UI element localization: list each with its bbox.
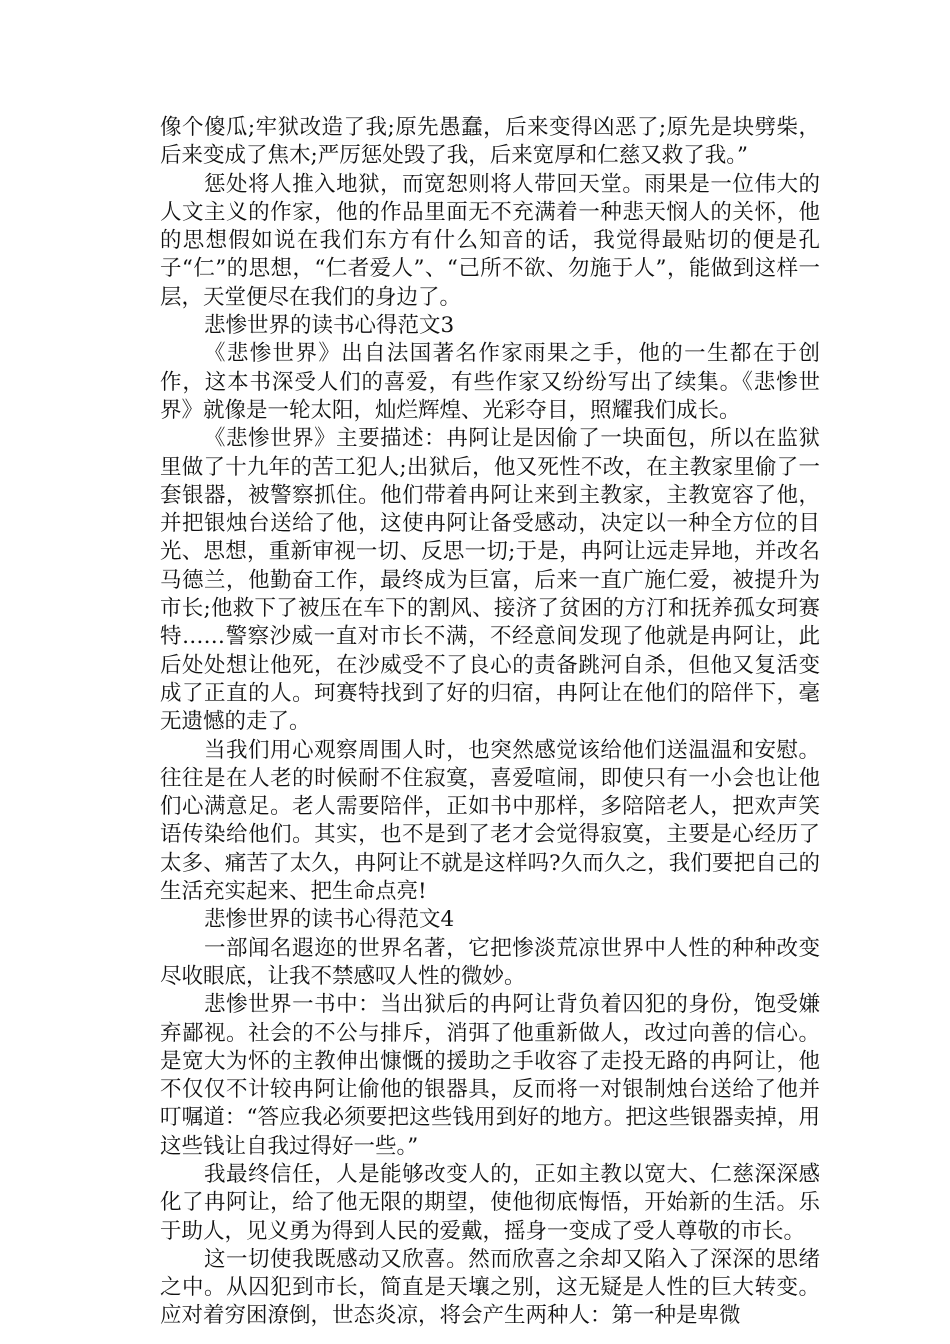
paragraph: 当我们用心观察周围人时，也突然感觉该给他们送温温和安慰。往往是在人老的时候耐不住寂寞，喜爱喧闹，即使只有一小会也让他们心满意足。老人需要陪伴，正如书中那样，多陪陪老人，把欢声笑语传染给他们。其实，也不是到了老才会觉得寂寞，主要是心经历了太多、痛苦了太久，冉阿让不就是这样吗?久而久之，我们要把自己的生活充实起来、把生命点亮! (160, 737, 820, 905)
paragraph: 这一切使我既感动又欣喜。然而欣喜之余却又陷入了深深的思绪之中。从囚犯到市长，简直是天壤之别，这无疑是人性的巨大转变。应对着穷困潦倒，世态炎凉，将会产生两种人：第一种是卑微 (160, 1246, 820, 1329)
paragraph: 惩处将人推入地狱，而宽恕则将人带回天堂。雨果是一位伟大的人文主义的作家，他的作品里面无不充满着一种悲天悯人的关怀，他的思想假如说在我们东方有什么知音的话，我觉得最贴切的便是孔子“仁”的思想，“仁者爱人”、“己所不欲、勿施于人”，能做到这样一层，天堂便尽在我们的身边了。 (160, 171, 820, 310)
paragraph: 像个傻瓜;牢狱改造了我;原先愚蠢，后来变得凶恶了;原先是块劈柴，后来变成了焦木;严厉惩处毁了我，后来宽厚和仁慈又救了我。” (160, 115, 820, 169)
section-heading: 悲惨世界的读书心得范文4 (204, 907, 455, 933)
paragraph: 《悲惨世界》主要描述：冉阿让是因偷了一块面包，所以在监狱里做了十九年的苦工犯人;出狱后，他又死性不改，在主教家里偷了一套银器，被警察抓住。他们带着冉阿让来到主教家，主教宽容了他，并把银烛台送给了他，这使冉阿让备受感动，决定以一种全方位的目光、思想，重新审视一切、反思一切;于是，冉阿让远走异地，并改名马德兰，他勤奋工作，最终成为巨富，后来一直广施仁爱，被提升为市长;他救下了被压在车下的割风、接济了贫困的方汀和抚养孤女珂赛特……警察沙威一直对市长不满，不经意间发现了他就是冉阿让，此后处处想让他死，在沙威受不了良心的责备跳河自杀，但他又复活变成了正直的人。珂赛特找到了好的归宿，冉阿让在他们的陪伴下，毫无遗憾的走了。 (160, 426, 820, 735)
paragraph: 《悲惨世界》出自法国著名作家雨果之手，他的一生都在于创作，这本书深受人们的喜爱，有些作家又纷纷写出了续集。《悲惨世界》就像是一轮太阳，灿烂辉煌、光彩夺目，照耀我们成长。 (160, 341, 820, 423)
paragraph: 悲惨世界一书中：当出狱后的冉阿让背负着囚犯的身份，饱受嫌弃鄙视。社会的不公与排斥，消弭了他重新做人，改过向善的信心。是宽大为怀的主教伸出慷慨的援助之手收容了走投无路的冉阿让，他不仅仅不计较冉阿让偷他的银器具，反而将一对银制烛台送给了他并叮嘱道：“答应我必须要把这些钱用到好的地方。把这些银器卖掉，用这些钱让自我过得好一些。” (160, 992, 820, 1159)
paragraph: 我最终信任，人是能够改变人的，正如主教以宽大、仁慈深深感化了冉阿让，给了他无限的期望，使他彻底悔悟，开始新的生活。乐于助人，见义勇为得到人民的爱戴，摇身一变成了受人尊敬的市长。 (160, 1161, 820, 1244)
paragraph: 一部闻名遐迩的世界名著，它把惨淡荒凉世界中人性的种种改变尽收眼底，让我不禁感叹人性的微妙。 (160, 935, 820, 989)
section-heading: 悲惨世界的读书心得范文3 (204, 313, 455, 339)
document-body (160, 114, 820, 1331)
